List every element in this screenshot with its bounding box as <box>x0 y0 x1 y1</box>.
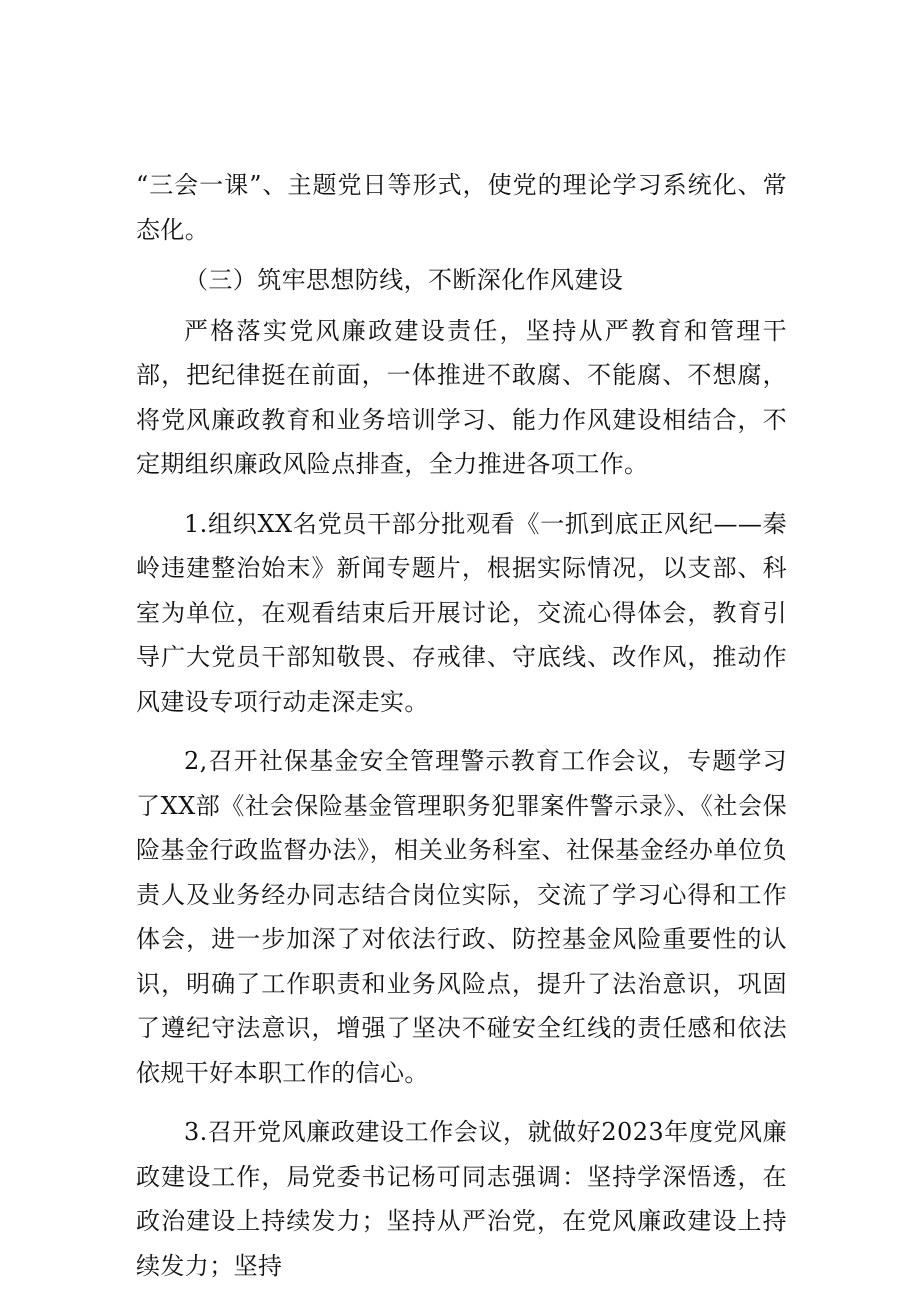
paragraph-continuation: “三会一课”、主题党日等形式，使党的理论学习系统化、常态化。 <box>136 171 787 244</box>
section-heading: （三）筑牢思想防线，不断深化作风建设 <box>184 266 624 294</box>
paragraph-item-3: 3.召开党风廉政建设工作会议，就做好2023年度党风廉政建设工作，局党委书记杨可同志强调：坚持学深悟透，在政治建设上持续发力；坚持从严治党，在党风廉政建设上持续发力；坚持 <box>136 1118 787 1280</box>
document-body <box>136 163 787 1288</box>
paragraph-item-2: 2,召开社保基金安全管理警示教育工作会议，专题学习了XX部《社会保险基金管理职务犯罪案件警示录》、《社会保险基金行政监督办法》，相关业务科室、社保基金经办单位负责人及业务经办同志结合岗位实际，交流了学习心得和工作体会，进一步加深了对依法行政、防控基金风险重要性的认识，明确了工作职责和业务风险点，提升了法治意识，巩固了遵纪守法意识，增强了坚决不碰安全红线的责任感和依法依规干好本职工作的信心。 <box>136 747 787 1087</box>
paragraph-item-1: 1.组织XX名党员干部分批观看《一抓到底正风纪——秦岭违建整治始末》新闻专题片，根据实际情况，以支部、科室为单位，在观看结束后开展讨论，交流心得体会，教育引导广大党员干部知敬畏、存戒律、守底线、改作风，推动作风建设专项行动走深走实。 <box>136 509 787 716</box>
paragraph-section-intro: 严格落实党风廉政建设责任，坚持从严教育和管理干部，把纪律挺在前面，一体推进不敢腐、不能腐、不想腐，将党风廉政教育和业务培训学习、能力作风建设相结合，不定期组织廉政风险点排查，全力推进各项工作。 <box>136 316 787 478</box>
